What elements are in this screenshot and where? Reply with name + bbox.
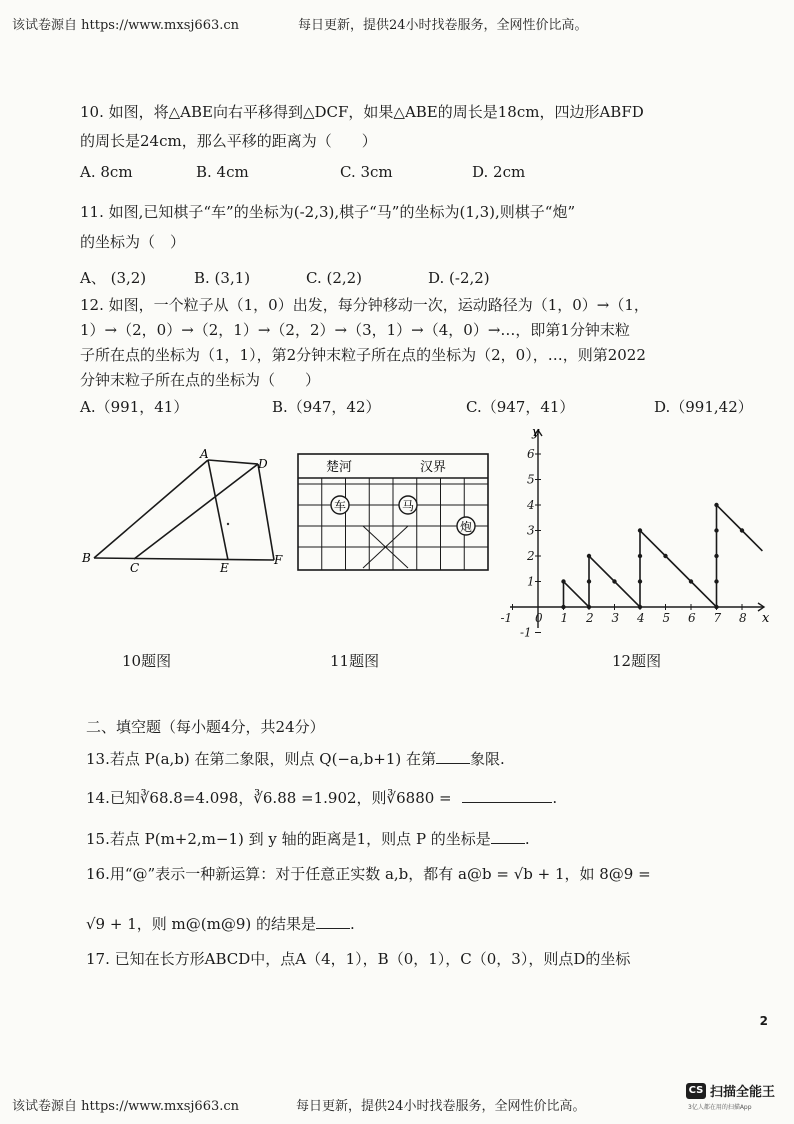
fig10-label-f: F (274, 553, 283, 567)
scanner-subtitle: 3亿人都在用的扫描App (688, 1104, 752, 1111)
path-point (714, 503, 718, 507)
q15-answer-blank[interactable] (491, 829, 525, 844)
path-point (740, 528, 744, 532)
y-tick-label: 3 (527, 523, 535, 538)
q14-text: 14.已知∛68.8=4.098，∛6.88 =1.902，则∛6880 = (86, 789, 452, 807)
q14-text-end: . (552, 789, 558, 807)
q17-text: 17. 已知在长方形ABCD中，点A（4，1），B（0，1），C（0，3），则点D的坐标 (86, 950, 631, 968)
q10-option-d: D. 2cm (472, 163, 526, 181)
q12-option-d: D.（991,42） (654, 398, 753, 416)
path-point (638, 528, 642, 532)
fig11-caption: 11题图 (330, 652, 380, 670)
fig10-label-e: E (220, 561, 229, 575)
piece-ma: 马 (402, 499, 415, 513)
q12-option-a: A.（991，41） (80, 398, 189, 416)
q10-option-b: B. 4cm (196, 163, 249, 181)
x-tick-label: 5 (662, 611, 671, 625)
x-tick-label: 1 (560, 611, 569, 625)
q14-answer-blank[interactable] (462, 788, 552, 803)
q12-line4: 分钟末粒子所在点的坐标为（ ） (80, 371, 321, 389)
scanner-brand-name: 扫描全能王 (710, 1085, 776, 1100)
path-point (561, 579, 565, 583)
river-left-label: 楚河 (326, 460, 353, 475)
fig10-label-d: D (258, 457, 268, 471)
q13-answer-blank[interactable] (436, 749, 470, 764)
path-point (689, 579, 693, 583)
header-service-text: 每日更新，提供24小时找卷服务，全网性价比高。 (298, 18, 588, 33)
figure-10-diagram (80, 448, 290, 578)
q15-text: 15.若点 P(m+2,m−1) 到 y 轴的距离是1，则点 P 的坐标是 (86, 830, 491, 848)
q14 (86, 786, 557, 810)
path-point (663, 554, 667, 558)
x-tick-label: -1 (500, 611, 513, 625)
particle-path-line (564, 505, 763, 607)
q12-line2: 1）→（2，0）→（2，1）→（2，2）→（3，1）→（4，0）→…，即第1分钟末粒 (80, 321, 630, 339)
footer-service-text: 每日更新，提供24小时找卷服务，全网性价比高。 (296, 1099, 586, 1114)
q10-option-a: A. 8cm (80, 163, 133, 181)
q11-option-b: B. (3,1) (194, 269, 251, 287)
q10-line2: 的周长是24cm，那么平移的距离为（ ） (80, 132, 377, 150)
q15 (86, 827, 530, 851)
x-tick-label: 8 (739, 611, 747, 625)
path-point (714, 579, 718, 583)
q12-option-b: B.（947，42） (272, 398, 381, 416)
path-point (587, 605, 591, 609)
path-point (638, 605, 642, 609)
y-tick-label: 4 (527, 498, 535, 512)
footer-source-text: 该试卷源自 https://www.mxsj663.cn (12, 1099, 240, 1114)
fig10-label-b: B (82, 551, 91, 565)
q15-text-end: . (524, 830, 530, 848)
path-point (587, 554, 591, 558)
y-tick-label: 6 (527, 447, 535, 461)
q16-answer-blank[interactable] (316, 914, 350, 929)
y-tick-label: -1 (520, 625, 532, 640)
piece-che: 车 (334, 499, 347, 513)
q16-text-end: . (349, 915, 355, 933)
q12-line1: 12. 如图，一个粒子从（1，0）出发，每分钟移动一次，运动路径为（1，0）→（1， (80, 296, 649, 314)
x-tick-label: 2 (586, 611, 594, 625)
path-point (714, 605, 718, 609)
x-tick-label: 7 (713, 611, 722, 625)
river-right-label: 汉界 (420, 460, 447, 475)
fig10-label-c: C (130, 561, 140, 575)
fig12-y-axis-label: y (532, 425, 540, 440)
x-tick-label: 6 (688, 611, 696, 625)
q12-line3: 子所在点的坐标为（1，1），第2分钟末粒子所在点的坐标为（2，0），…，则第2022 (80, 346, 646, 364)
q16-text: √9 + 1，则 m@(m@9) 的结果是 (86, 915, 316, 933)
fig12-x-axis-label: x (762, 611, 770, 626)
q12-option-c: C.（947，41） (466, 398, 575, 416)
y-tick-label: 5 (527, 472, 535, 487)
q11-line2: 的坐标为（ ） (80, 233, 186, 251)
scanner-watermark (686, 1081, 780, 1113)
path-point (638, 579, 642, 583)
q10-line1: 10. 如图，将△ABE向右平移得到△DCF，如果△ABE的周长是18cm，四边形ABFD (80, 103, 644, 121)
x-tick-label: 4 (637, 611, 645, 625)
path-point (714, 528, 718, 532)
header-source-text: 该试卷源自 https://www.mxsj663.cn (12, 18, 240, 33)
q16-line1: 16.用“@”表示一种新运算：对于任意正实数 a,b，都有 a@b = √b + 1，如 8@9 = (86, 865, 651, 883)
y-tick-label: 2 (527, 549, 535, 563)
q11-option-a: A、 (3,2) (80, 269, 147, 287)
figure-12-particle-path (500, 424, 776, 640)
q11-option-c: C. (2,2) (306, 269, 363, 287)
x-tick-label: 0 (535, 611, 543, 625)
q16-line2 (86, 912, 355, 936)
path-point (587, 579, 591, 583)
path-point (561, 605, 565, 609)
q11-line1: 11. 如图,已知棋子“车”的坐标为(-2,3),棋子“马”的坐标为(1,3),则棋子“炮” (80, 203, 576, 221)
fig12-caption: 12题图 (612, 652, 662, 670)
section-title-fill-in: 二、填空题（每小题4分，共24分） (86, 718, 325, 736)
figure-11-chessboard (296, 452, 492, 572)
fig10-caption: 10题图 (122, 652, 172, 670)
path-point (714, 554, 718, 558)
q13-text: 13.若点 P(a,b) 在第二象限，则点 Q(−a,b+1) 在第 (86, 750, 437, 768)
q10-option-c: C. 3cm (340, 163, 393, 181)
x-tick-label: 3 (611, 611, 620, 625)
piece-pao: 炮 (460, 520, 473, 534)
path-point (638, 554, 642, 558)
q13-text-end: 象限. (470, 750, 505, 768)
page-number: 2 (759, 1014, 768, 1028)
q13 (86, 747, 505, 771)
y-tick-label: 1 (527, 574, 535, 589)
path-point (612, 579, 616, 583)
fig10-label-a: A (200, 447, 209, 461)
camscanner-icon: CS (686, 1083, 706, 1099)
q11-option-d: D. (-2,2) (428, 269, 490, 287)
